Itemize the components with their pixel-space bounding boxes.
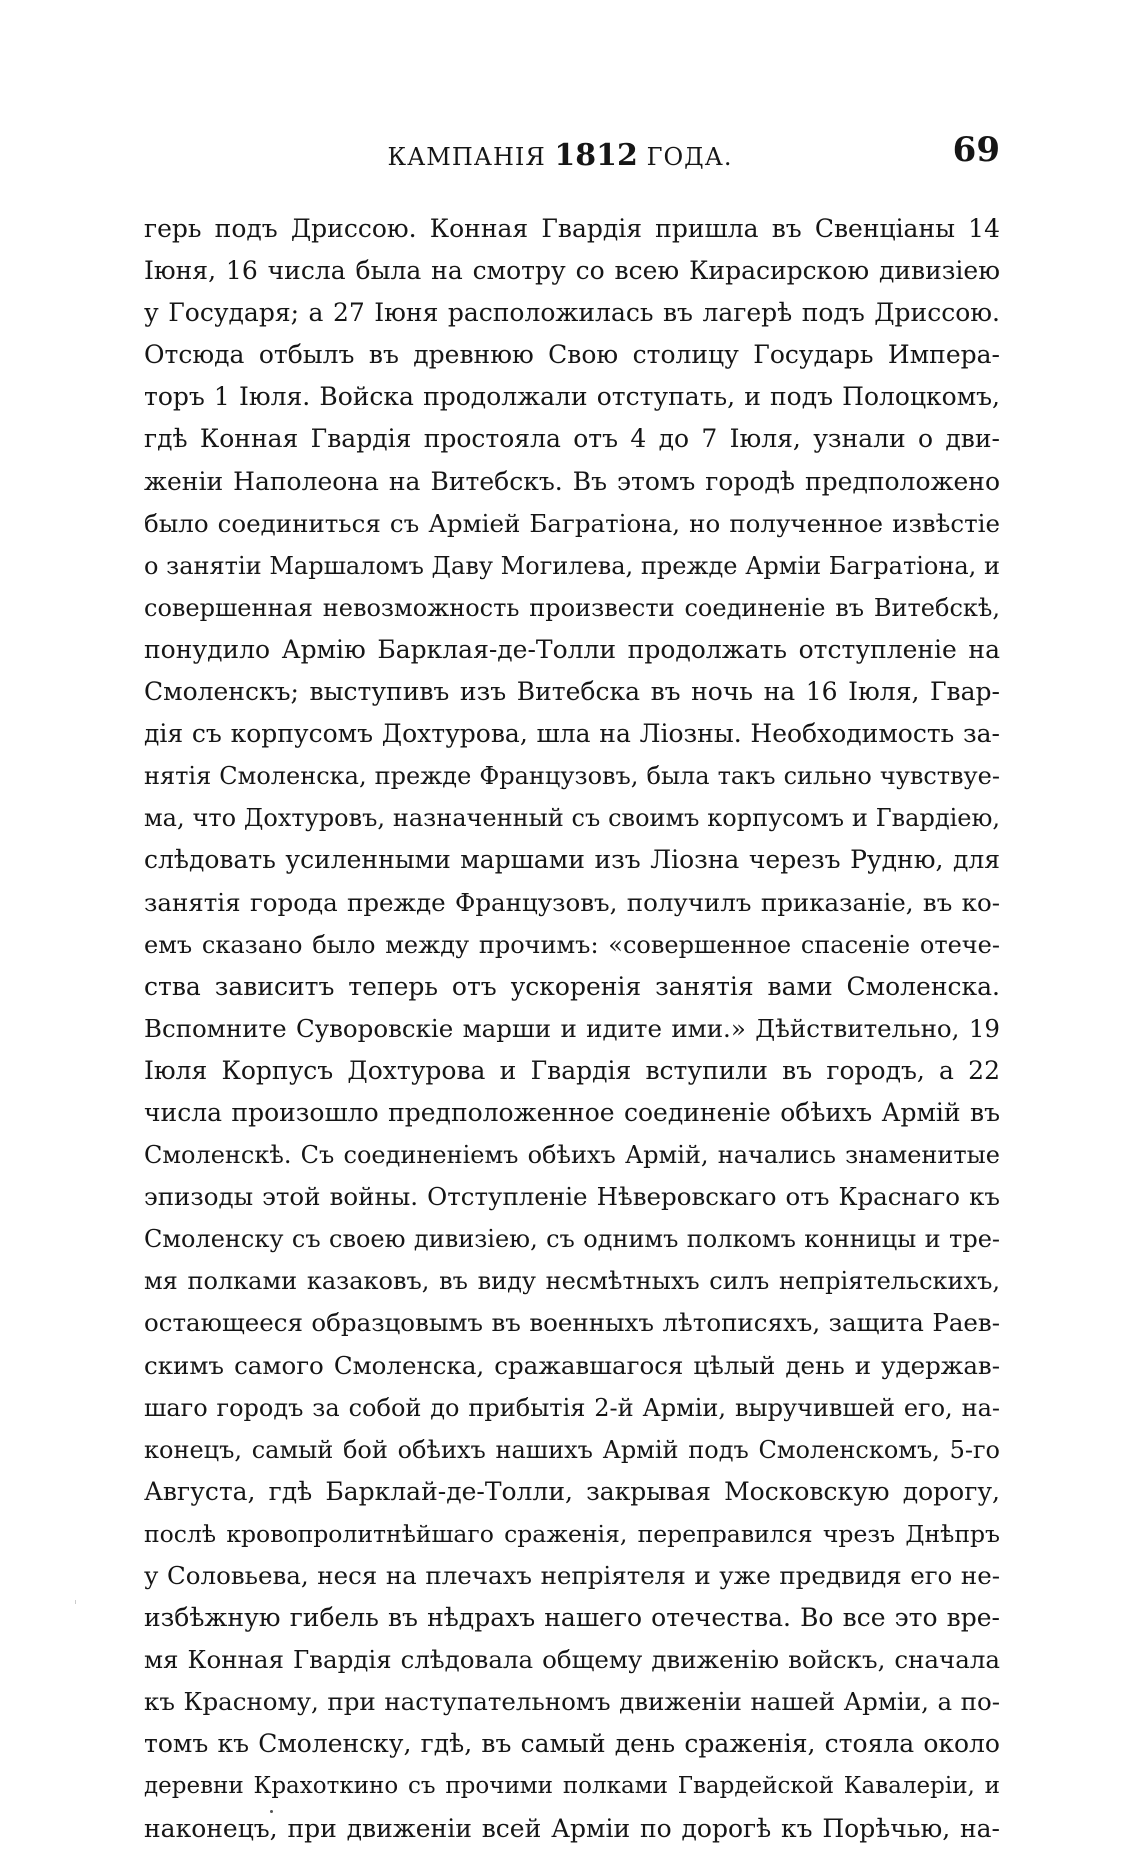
body-text bbox=[144, 208, 1000, 1850]
running-title-year: 1812 bbox=[554, 138, 638, 173]
text-line: занятія города прежде Французовъ, получилъ приказаніе, въ ко- bbox=[144, 887, 1000, 917]
ink-speck bbox=[270, 1810, 273, 1813]
text-line: послѣ кровопролитнѣйшаго сраженія, переправился чрезъ Днѣпръ bbox=[144, 1519, 1000, 1548]
running-title-suffix: ГОДА. bbox=[646, 143, 733, 171]
text-line: у Государя; а 27 Іюня расположилась въ лагерѣ подъ Дриссою. bbox=[144, 298, 1000, 328]
text-line: Отсюда отбылъ въ древнюю Свою столицу Государь Импера- bbox=[144, 340, 1000, 370]
text-line: Смоленску съ своею дивизіею, съ однимъ полкомъ конницы и тре- bbox=[144, 1225, 1000, 1254]
text-line: скимъ самого Смоленска, сражавшагося цѣлый день и удержав- bbox=[144, 1350, 1000, 1380]
text-line: слѣдовать усиленными маршами изъ Ліозна черезъ Рудню, для bbox=[144, 845, 1000, 875]
text-line: о занятіи Маршаломъ Даву Могилева, прежде Арміи Багратіона, и bbox=[144, 551, 1000, 580]
text-line: мя полками казаковъ, въ виду несмѣтныхъ силъ непріятельскихъ, bbox=[144, 1267, 1000, 1296]
text-line: къ Красному, при наступательномъ движеніи нашей Арміи, а по- bbox=[144, 1687, 1000, 1717]
running-head bbox=[120, 130, 1000, 174]
margin-mark bbox=[75, 1600, 76, 1604]
text-line: Іюля Корпусъ Дохтурова и Гвардія вступили въ городъ, а 22 bbox=[144, 1055, 1000, 1085]
text-line: избѣжную гибель въ нѣдрахъ нашего отечества. Во все это вре- bbox=[144, 1603, 1000, 1633]
text-line: Вспомните Суворовскіе марши и идите ими.» Дѣйствительно, 19 bbox=[144, 1013, 1000, 1043]
text-line: женіи Наполеона на Витебскъ. Въ этомъ городѣ предположено bbox=[144, 466, 1000, 496]
text-line: числа произошло предположенное соединеніе обѣихъ Армій въ bbox=[144, 1097, 1000, 1127]
text-line: гдѣ Конная Гвардія простояла отъ 4 до 7 Іюля, узнали о дви- bbox=[144, 424, 1000, 454]
text-line: Іюня, 16 числа была на смотру со всею Кирасирскою дивизіею bbox=[144, 256, 1000, 286]
text-line: томъ къ Смоленску, гдѣ, въ самый день сраженія, стояла около bbox=[144, 1729, 1000, 1759]
text-line: наконецъ, при движеніи всей Арміи по дорогѣ къ Порѣчью, на- bbox=[144, 1813, 1000, 1843]
text-line: Августа, гдѣ Барклай-де-Толли, закрывая Московскую дорогу, bbox=[144, 1476, 1000, 1506]
text-line: конецъ, самый бой обѣихъ нашихъ Армій подъ Смоленскомъ, 5-го bbox=[144, 1435, 1000, 1464]
text-line: емъ сказано было между прочимъ: «совершенное спасеніе отече- bbox=[144, 930, 1000, 959]
text-line: герь подъ Дриссою. Конная Гвардія пришла въ Свенціаны 14 bbox=[144, 214, 1000, 243]
text-line: торъ 1 Іюля. Войска продолжали отступать, и подъ Полоцкомъ, bbox=[144, 382, 1000, 412]
text-line: совершенная невозможность произвести соединеніе въ Витебскѣ, bbox=[144, 593, 1000, 622]
text-line: шаго городъ за собой до прибытія 2-й Арміи, выручившей его, на- bbox=[144, 1393, 1000, 1422]
text-line: ма, что Дохтуровъ, назначенный съ своимъ корпусомъ и Гвардіею, bbox=[144, 804, 1000, 833]
text-line: Смоленскѣ. Съ соединеніемъ обѣихъ Армій, начались знаменитые bbox=[144, 1141, 1000, 1170]
text-line: нятія Смоленска, прежде Французовъ, была такъ сильно чувствуе- bbox=[144, 762, 1000, 791]
text-line: эпизоды этой войны. Отступленіе Нѣверовскаго отъ Краснаго къ bbox=[144, 1182, 1000, 1212]
text-line: ства зависитъ теперь отъ ускоренія занятія вами Смоленска. bbox=[144, 971, 1000, 1001]
page-number: 69 bbox=[952, 130, 1000, 170]
text-line: Смоленскъ; выступивъ изъ Витебска въ ночь на 16 Іюля, Гвар- bbox=[144, 677, 1000, 707]
text-line: было соединиться съ Арміей Багратіона, но полученное извѣстіе bbox=[144, 508, 1000, 538]
running-title-prefix: КАМПАНІЯ bbox=[387, 143, 546, 171]
text-line: остающееся образцовымъ въ военныхъ лѣтописяхъ, защита Раев- bbox=[144, 1308, 1000, 1338]
text-line: дія съ корпусомъ Дохтурова, шла на Ліозны. Необходимость за- bbox=[144, 719, 1000, 749]
running-title bbox=[120, 138, 1000, 173]
text-line: мя Конная Гвардія слѣдовала общему движенію войскъ, сначала bbox=[144, 1645, 1000, 1675]
text-line: понудило Армію Барклая-де-Толли продолжать отступленіе на bbox=[144, 634, 1000, 664]
text-line: деревни Крахоткино съ прочими полками Гвардейской Кавалеріи, и bbox=[144, 1773, 1000, 1800]
text-line: у Соловьева, неся на плечахъ непріятеля и уже предвидя его не- bbox=[144, 1561, 1000, 1590]
